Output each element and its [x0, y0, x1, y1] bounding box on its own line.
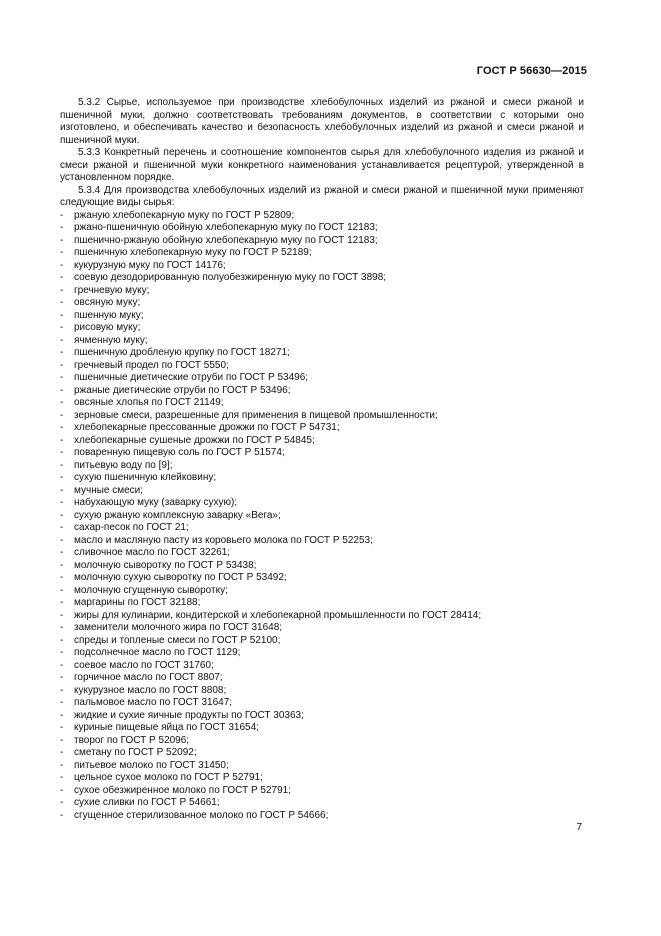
list-item: [60, 760, 584, 773]
list-marker: -: [60, 647, 64, 658]
list-item-text: овсяную муку;: [74, 297, 141, 308]
list-item: [60, 685, 584, 698]
list-marker: -: [60, 334, 64, 346]
list-item-text: ржаные диетические отруби по ГОСТ Р 53496;: [74, 384, 291, 396]
list-item: [60, 472, 584, 485]
list-item: [60, 422, 584, 435]
list-marker: -: [60, 522, 64, 533]
list-item: [60, 435, 584, 448]
list-marker: -: [60, 759, 64, 771]
list-marker: -: [60, 559, 64, 571]
page-number: 7: [576, 822, 582, 833]
list-item: [60, 247, 584, 260]
list-item-text: хлебопекарные прессованные дрожжи по ГОСТ Р 54731;: [74, 422, 340, 433]
list-item: [60, 322, 584, 335]
list-item: [60, 797, 584, 810]
list-marker: -: [60, 622, 64, 633]
raw-materials-list: [60, 210, 584, 823]
list-item-text: сухую ржаную комплексную заварку «Вега»;: [74, 509, 281, 521]
list-item: [60, 335, 584, 348]
list-marker: -: [60, 259, 64, 271]
list-marker: -: [60, 597, 64, 608]
list-item: [60, 635, 584, 648]
list-marker: -: [60, 547, 64, 558]
list-marker: -: [60, 309, 64, 321]
list-item: [60, 660, 584, 673]
list-item: [60, 547, 584, 560]
list-item: [60, 560, 584, 573]
list-item-text: куриные пищевые яйца по ГОСТ 31654;: [74, 722, 259, 733]
list-item-text: поваренную пищевую соль по ГОСТ Р 51574;: [74, 447, 285, 458]
list-item-text: питьевое молоко по ГОСТ 31450;: [74, 759, 229, 771]
list-item-text: гречневый продел по ГОСТ 5550;: [74, 359, 229, 371]
list-item-text: рисовую муку;: [74, 322, 141, 333]
list-item-text: сгущенное стерилизованное молоко по ГОСТ Р 54666;: [74, 809, 329, 821]
list-item: [60, 347, 584, 360]
list-item: [60, 810, 584, 823]
list-marker: -: [60, 222, 64, 233]
document-body: [60, 97, 584, 822]
list-marker: -: [60, 797, 64, 808]
list-item: [60, 497, 584, 510]
list-item: [60, 735, 584, 748]
list-item: [60, 785, 584, 798]
document-header: ГОСТ Р 56630—2015: [476, 65, 587, 77]
list-marker: -: [60, 572, 64, 583]
list-marker: -: [60, 484, 64, 496]
list-item-text: пшеничную дробленую крупку по ГОСТ 18271;: [74, 347, 290, 358]
list-item-text: ржано-пшеничную обойную хлебопекарную муку по ГОСТ 12183;: [74, 222, 378, 233]
list-item-text: подсолнечное масло по ГОСТ 1129;: [74, 647, 241, 658]
list-item-text: соевое масло по ГОСТ 31760;: [74, 659, 214, 671]
list-marker: -: [60, 672, 64, 683]
list-marker: -: [60, 747, 64, 758]
list-item: [60, 572, 584, 585]
list-item: [60, 597, 584, 610]
list-item: [60, 622, 584, 635]
list-item: [60, 235, 584, 248]
list-item-text: сухие сливки по ГОСТ Р 54661;: [74, 797, 220, 808]
list-item: [60, 510, 584, 523]
list-item-text: молочную сгущенную сыворотку;: [74, 584, 228, 596]
list-marker: -: [60, 372, 64, 383]
list-item: [60, 372, 584, 385]
list-item-text: пшеничные диетические отруби по ГОСТ Р 53496;: [74, 372, 309, 383]
list-item-text: заменители молочного жира по ГОСТ 31648;: [74, 622, 283, 633]
list-marker: -: [60, 284, 64, 296]
list-marker: -: [60, 384, 64, 396]
list-item-text: питьевую воду по [9];: [74, 459, 173, 471]
list-item: [60, 410, 584, 423]
list-item-text: ячменную муку;: [74, 334, 148, 346]
list-item-text: соевую дезодорированную полуобезжиренную муку по ГОСТ 3898;: [74, 272, 387, 283]
list-item: [60, 310, 584, 323]
list-item: [60, 460, 584, 473]
list-item-text: пшеничную хлебопекарную муку по ГОСТ Р 52189;: [74, 247, 312, 258]
list-item-text: маргарины по ГОСТ 32188;: [74, 597, 201, 608]
list-marker: -: [60, 722, 64, 733]
list-marker: -: [60, 272, 64, 283]
list-item: [60, 772, 584, 785]
list-item: [60, 647, 584, 660]
list-item: [60, 585, 584, 598]
list-item: [60, 522, 584, 535]
list-item-text: сахар-песок по ГОСТ 21;: [74, 522, 189, 533]
list-item-text: пшенную муку;: [74, 309, 144, 321]
list-item: [60, 272, 584, 285]
clause-5-3-4: 5.3.4 Для производства хлебобулочных изделий из ржаной и смеси ржаной и пшеничной муки применяют следующие виды сырья:: [60, 184, 584, 208]
list-marker: -: [60, 734, 64, 746]
list-marker: -: [60, 772, 64, 783]
list-item-text: набухающую муку (заварку сухую);: [74, 497, 238, 508]
list-marker: -: [60, 697, 64, 708]
list-marker: -: [60, 472, 64, 483]
list-item-text: гречневую муку;: [74, 284, 150, 296]
list-marker: -: [60, 459, 64, 471]
list-marker: -: [60, 584, 64, 596]
list-marker: -: [60, 322, 64, 333]
list-item-text: сухую пшеничную клейковину;: [74, 472, 217, 483]
list-marker: -: [60, 297, 64, 308]
list-item: [60, 360, 584, 373]
list-marker: -: [60, 409, 64, 421]
list-item-text: пшенично-ржаную обойную хлебопекарную муку по ГОСТ 12183;: [74, 234, 378, 246]
list-item-text: ржаную хлебопекарную муку по ГОСТ Р 52809;: [74, 209, 295, 221]
list-marker: -: [60, 784, 64, 796]
list-marker: -: [60, 497, 64, 508]
list-item-text: спреды и топленые смеси по ГОСТ Р 52100;: [74, 634, 281, 646]
list-item-text: мучные смеси;: [74, 484, 144, 496]
list-item-text: сметану по ГОСТ Р 52092;: [74, 747, 197, 758]
list-marker: -: [60, 509, 64, 521]
list-item: [60, 610, 584, 623]
list-item-text: кукурузное масло по ГОСТ 8808;: [74, 684, 227, 696]
list-item-text: молочную сыворотку по ГОСТ Р 53438;: [74, 559, 257, 571]
list-item: [60, 297, 584, 310]
list-marker: -: [60, 684, 64, 696]
list-item-text: пальмовое масло по ГОСТ 31647;: [74, 697, 233, 708]
list-marker: -: [60, 809, 64, 821]
list-item-text: зерновые смеси, разрешенные для применения в пищевой промышленности;: [74, 409, 438, 421]
list-item: [60, 210, 584, 223]
clause-5-3-3: 5.3.3 Конкретный перечень и соотношение компонентов сырья для хлебобулочного изделия из ржаной и смеси ржаной и пшеничной муки конкретного наименования устанавливается рецептурой, утвержденной в установленном порядке.: [60, 147, 584, 183]
list-item: [60, 447, 584, 460]
list-item-text: сухое обезжиренное молоко по ГОСТ Р 52791;: [74, 784, 291, 796]
list-marker: -: [60, 234, 64, 246]
list-marker: -: [60, 247, 64, 258]
list-item: [60, 747, 584, 760]
list-marker: -: [60, 209, 64, 221]
list-item-text: горчичное масло по ГОСТ 8807;: [74, 672, 223, 683]
list-item-text: творог по ГОСТ Р 52096;: [74, 734, 190, 746]
list-item-text: молочную сухую сыворотку по ГОСТ Р 53492;: [74, 572, 287, 583]
list-marker: -: [60, 634, 64, 646]
list-item: [60, 485, 584, 498]
list-item-text: масло и масляную пасту из коровьего молока по ГОСТ Р 52253;: [74, 534, 373, 546]
list-item-text: хлебопекарные сушеные дрожжи по ГОСТ Р 54845;: [74, 434, 315, 446]
list-item-text: сливочное масло по ГОСТ 32261;: [74, 547, 231, 558]
list-item: [60, 260, 584, 273]
list-item: [60, 385, 584, 398]
list-item-text: овсяные хлопья по ГОСТ 21149;: [74, 397, 224, 408]
list-item-text: жидкие и сухие яичные продукты по ГОСТ 30363;: [74, 709, 304, 721]
list-marker: -: [60, 422, 64, 433]
list-marker: -: [60, 397, 64, 408]
list-item-text: цельное сухое молоко по ГОСТ Р 52791;: [74, 772, 263, 783]
list-item: [60, 722, 584, 735]
list-marker: -: [60, 609, 64, 621]
list-item: [60, 672, 584, 685]
list-marker: -: [60, 534, 64, 546]
list-marker: -: [60, 347, 64, 358]
list-item: [60, 697, 584, 710]
list-marker: -: [60, 434, 64, 446]
list-item: [60, 285, 584, 298]
list-marker: -: [60, 659, 64, 671]
list-marker: -: [60, 447, 64, 458]
list-item: [60, 710, 584, 723]
list-item-text: кукурузную муку по ГОСТ 14176;: [74, 259, 226, 271]
list-item-text: жиры для кулинарии, кондитерской и хлебопекарной промышленности по ГОСТ 28414;: [74, 609, 482, 621]
list-marker: -: [60, 709, 64, 721]
list-item: [60, 222, 584, 235]
list-item: [60, 535, 584, 548]
clause-5-3-2: 5.3.2 Сырье, используемое при производстве хлебобулочных изделий из ржаной и смеси ржаной и пшеничной муки, должно соответствовать требованиям документов, в соответствии с которыми оно изготовлено, и обеспечивать качество и безопасность хлебобулочных изделий из ржаной и смеси ржаной и пшеничной муки.: [60, 97, 584, 146]
list-marker: -: [60, 359, 64, 371]
list-item: [60, 397, 584, 410]
